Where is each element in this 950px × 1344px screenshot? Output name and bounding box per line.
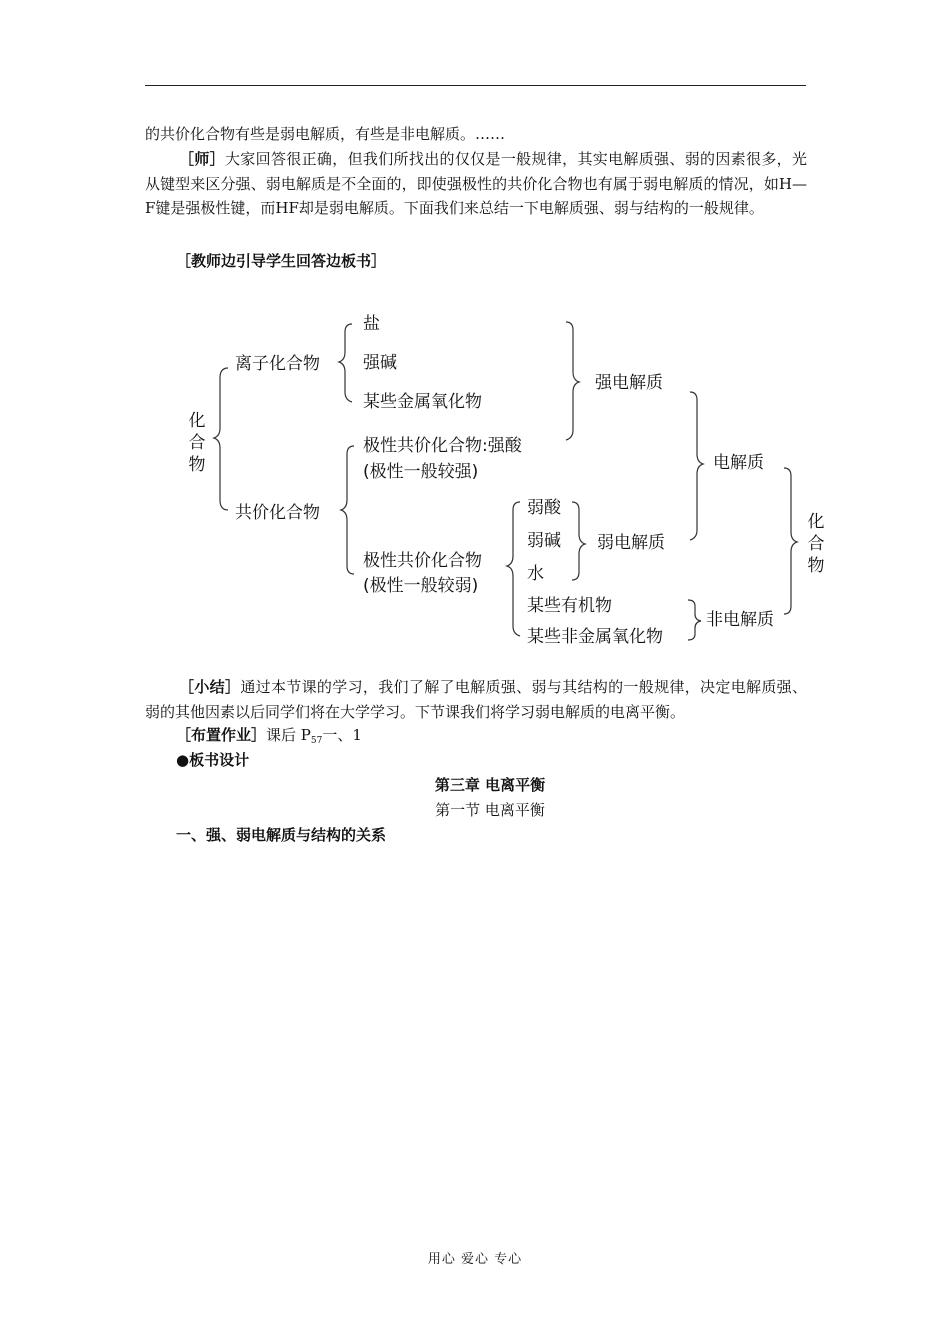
strong-electrolyte-label: 强电解质	[595, 373, 663, 393]
teacher-tag: ［师］	[179, 150, 225, 168]
board-design-label: ●板书设计	[176, 751, 250, 769]
paragraph-continuation: 的共价化合物有些是弱电解质，有些是非电解质。……	[145, 125, 506, 143]
chapter-title: 第三章 电离平衡	[434, 776, 546, 794]
organic-label: 某些有机物	[527, 596, 612, 616]
section-title: 第一节 电离平衡	[435, 801, 545, 819]
brace-strong	[566, 322, 579, 440]
brace-ionic	[339, 324, 352, 402]
homework-text-post: 一、1	[322, 726, 362, 744]
salt-label: 盐	[363, 314, 380, 334]
brace-nonelectrolyte	[688, 600, 701, 640]
nonmetal-oxide-label: 某些非金属氧化物	[527, 627, 663, 647]
summary-tag: ［小结］	[179, 678, 241, 696]
electrolyte-label: 电解质	[713, 453, 764, 473]
key-point: 一、强、弱电解质与结构的关系	[176, 826, 387, 844]
brace-compound	[784, 468, 797, 614]
page-footer: 用心 爱心 专心	[427, 1252, 523, 1267]
brace-covalent	[341, 446, 354, 574]
brace-weak	[572, 502, 585, 580]
weak-electrolyte-label: 弱电解质	[597, 533, 665, 553]
water-label: 水	[527, 564, 544, 584]
brace-root	[214, 368, 228, 510]
root-compound-label: 化合物	[188, 411, 206, 475]
polar-strong-note: (极性一般较强)	[363, 462, 479, 482]
strong-base-label: 强碱	[363, 353, 397, 373]
homework-line	[176, 725, 362, 751]
homework-text-pre: 课后 P	[266, 726, 311, 744]
non-electrolyte-label: 非电解质	[706, 610, 774, 630]
weak-acid-label: 弱酸	[527, 498, 561, 518]
homework-page-sub: 57	[310, 736, 323, 746]
weak-base-label: 弱碱	[527, 531, 561, 551]
brace-weak-polar	[507, 502, 520, 636]
metal-oxide-label: 某些金属氧化物	[363, 392, 482, 412]
brace-electrolyte	[690, 392, 703, 540]
teacher-text: 大家回答很正确，但我们所找出的仅仅是一般规律，其实电解质强、弱的因素很多，光从键型来区分强、弱电解质是不全面的，即使强极性的共价化合物也有属于弱电解质的情况，如H—F键是强极性键，而HF却是弱电解质。下面我们来总结一下电解质强、弱与结构的一般规律。	[145, 150, 807, 217]
homework-tag: ［布置作业］	[176, 726, 267, 744]
polar-strong-label: 极性共价化合物:强酸	[363, 436, 522, 456]
polar-weak-label: 极性共价化合物	[363, 551, 482, 571]
covalent-compound-label: 共价化合物	[235, 503, 320, 523]
summary-text: 通过本节课的学习，我们了解了电解质强、弱与其结构的一般规律，决定电解质强、弱的其他因素以后同学们将在大学学习。下节课我们将学习弱电解质的电离平衡。	[145, 678, 807, 721]
ionic-compound-label: 离子化合物	[235, 354, 320, 374]
right-compound-label: 化合物	[807, 512, 825, 576]
board-note: ［教师边引导学生回答边板书］	[176, 252, 387, 270]
polar-weak-note: (极性一般较弱)	[363, 576, 479, 596]
summary-paragraph	[145, 675, 807, 724]
